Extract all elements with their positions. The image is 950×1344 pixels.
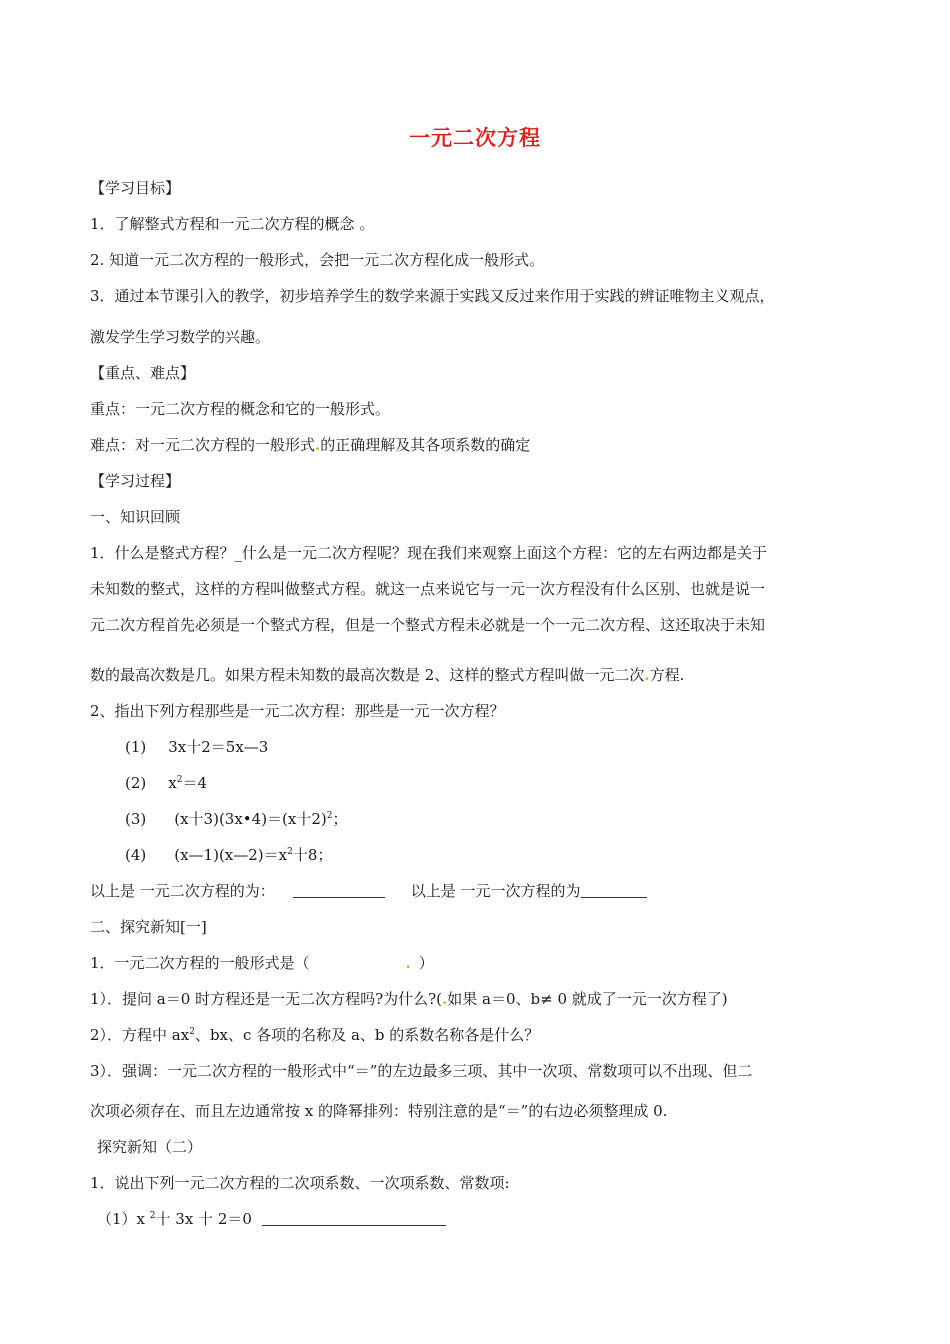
review-para-line-3: 元二次方程首先必须是一个整式方程，但是一个整式方程未必就是一个一元二次方程、这还取决于未知 — [90, 616, 766, 634]
explore-1-sub-3-line-1: 3）．强调：一元二次方程的一般形式中“＝”的左边最多三项、其中一次项、常数项可以不出现、但二 — [90, 1062, 753, 1080]
answer-linear-label: 以上是 一元一次方程的为 — [410, 882, 581, 900]
general-form-text-a: 1．一元二次方程的一般形式是（ — [90, 954, 310, 972]
equation-4-exponent: 2 — [287, 847, 293, 857]
mark-dot-icon: . — [442, 990, 448, 1008]
explore-2-question-1: 1．说出下列一元二次方程的二次项系数、一次项系数、常数项: — [90, 1174, 510, 1192]
mark-dot-icon: . — [405, 954, 411, 972]
page-title: 一元二次方程 — [409, 126, 541, 150]
equation-3-number: (3) — [125, 810, 147, 828]
exercise-1-exponent: 2 — [149, 1211, 156, 1221]
explore-1-title: 二、探究新知[一] — [90, 918, 207, 936]
goal-3-line-2: 激发学生学习数学的兴趣。 — [90, 328, 271, 346]
equation-1-number: (1) — [125, 738, 147, 756]
equation-3-text-b: ； — [332, 810, 348, 828]
review-title: 一、知识回顾 — [90, 508, 181, 526]
answer-quadratic-label: 以上是 一元二次方程的为： — [90, 882, 275, 900]
explore-2-exercise-1 — [97, 1209, 446, 1229]
equation-2-number: (2) — [125, 774, 147, 792]
sub-2-text-b: 、bx、c 各项的名称及 a、b 的系数名称各是什么？ — [194, 1026, 540, 1044]
equation-4 — [125, 845, 332, 865]
difficult-point-text-b: 的正确理解及其各项系数的确定 — [320, 436, 531, 454]
sub-2-text-a: 2）．方程中 ax — [90, 1026, 190, 1044]
explore-1-question-1 — [90, 953, 434, 973]
section-heading-process: 【学习过程】 — [90, 472, 181, 490]
answer-line — [90, 881, 647, 901]
sub-2-exponent: 2 — [189, 1027, 195, 1037]
mark-dot-icon: . — [315, 436, 321, 454]
review-para-line-4-text-a: 数的最高次数是几。如果方程未知数的最高次数是 2、这样的整式方程叫做一元二次 — [90, 666, 645, 684]
review-para-line-4 — [90, 665, 684, 685]
explore-1-sub-1 — [90, 989, 728, 1009]
goal-1: 1．了解整式方程和一元二次方程的概念 。 — [90, 215, 375, 233]
difficult-point — [90, 435, 530, 455]
exercise-1-text-b: 十 3x 十 2＝0 — [155, 1210, 252, 1228]
general-form-text-b: ） — [418, 954, 434, 972]
equation-2-text-b: ＝4 — [182, 774, 207, 792]
mark-dot-icon: . — [644, 666, 650, 684]
review-para-line-4-text-b: 方程. — [649, 666, 685, 684]
review-para-line-1: 1．什么是整式方程？_什么是一元二次方程呢？现在我们来观察上面这个方程：它的左右两边都是关于 — [90, 544, 768, 562]
equation-3-exponent: 2 — [326, 811, 333, 821]
question-2: 2、指出下列方程那些是一元二次方程：那些是一元一次方程？ — [90, 702, 505, 720]
exercise-1-blank[interactable] — [262, 1211, 446, 1226]
goal-3-line-1: 3．通过本节课引入的教学，初步培养学生的数学来源于实践又反过来作用于实践的辨证唯物主义观点， — [90, 287, 775, 305]
key-point: 重点：一元二次方程的概念和它的一般形式。 — [90, 400, 391, 418]
equation-1-text: 3x十2＝5x—3 — [168, 738, 269, 756]
exercise-1-text-a: （1）x — [97, 1210, 150, 1228]
equation-3-text-a: (x十3)(3x•4)＝(x十2) — [174, 810, 327, 828]
equation-4-number: (4) — [125, 846, 147, 864]
equation-3 — [125, 809, 348, 829]
equation-4-text-b: 十8； — [292, 846, 333, 864]
section-heading-goals: 【学习目标】 — [90, 179, 181, 197]
equation-2-exponent: 2 — [176, 775, 183, 785]
explore-2-title: 探究新知（二） — [97, 1138, 203, 1156]
answer-linear-blank[interactable] — [581, 883, 647, 898]
equation-2-text-a: x — [168, 774, 177, 792]
equation-4-text-a: (x—1)(x—2)＝x — [174, 846, 288, 864]
equation-1 — [125, 737, 268, 757]
difficult-point-text-a: 难点：对一元二次方程的一般形式 — [90, 436, 316, 454]
sub-1-text-b: 如果 a＝0、b≠ 0 就成了一元一次方程了) — [447, 990, 728, 1008]
answer-quadratic-blank[interactable] — [293, 883, 385, 898]
equation-2 — [125, 773, 207, 793]
explore-1-sub-2 — [90, 1025, 539, 1045]
goal-2: 2. 知道一元二次方程的一般形式，会把一元二次方程化成一般形式。 — [90, 251, 545, 269]
review-para-line-2: 未知数的整式，这样的方程叫做整式方程。就这一点来说它与一元一次方程没有什么区别、也就是说一 — [90, 580, 766, 598]
sub-1-text-a: 1）．提问 a＝0 时方程还是一无二次方程吗?为什么?( — [90, 990, 443, 1008]
explore-1-sub-3-line-2: 次项必须存在、而且左边通常按 x 的降幂排列：特别注意的是“＝”的右边必须整理成 0. — [90, 1102, 668, 1120]
section-heading-keypoints: 【重点、难点】 — [90, 364, 196, 382]
